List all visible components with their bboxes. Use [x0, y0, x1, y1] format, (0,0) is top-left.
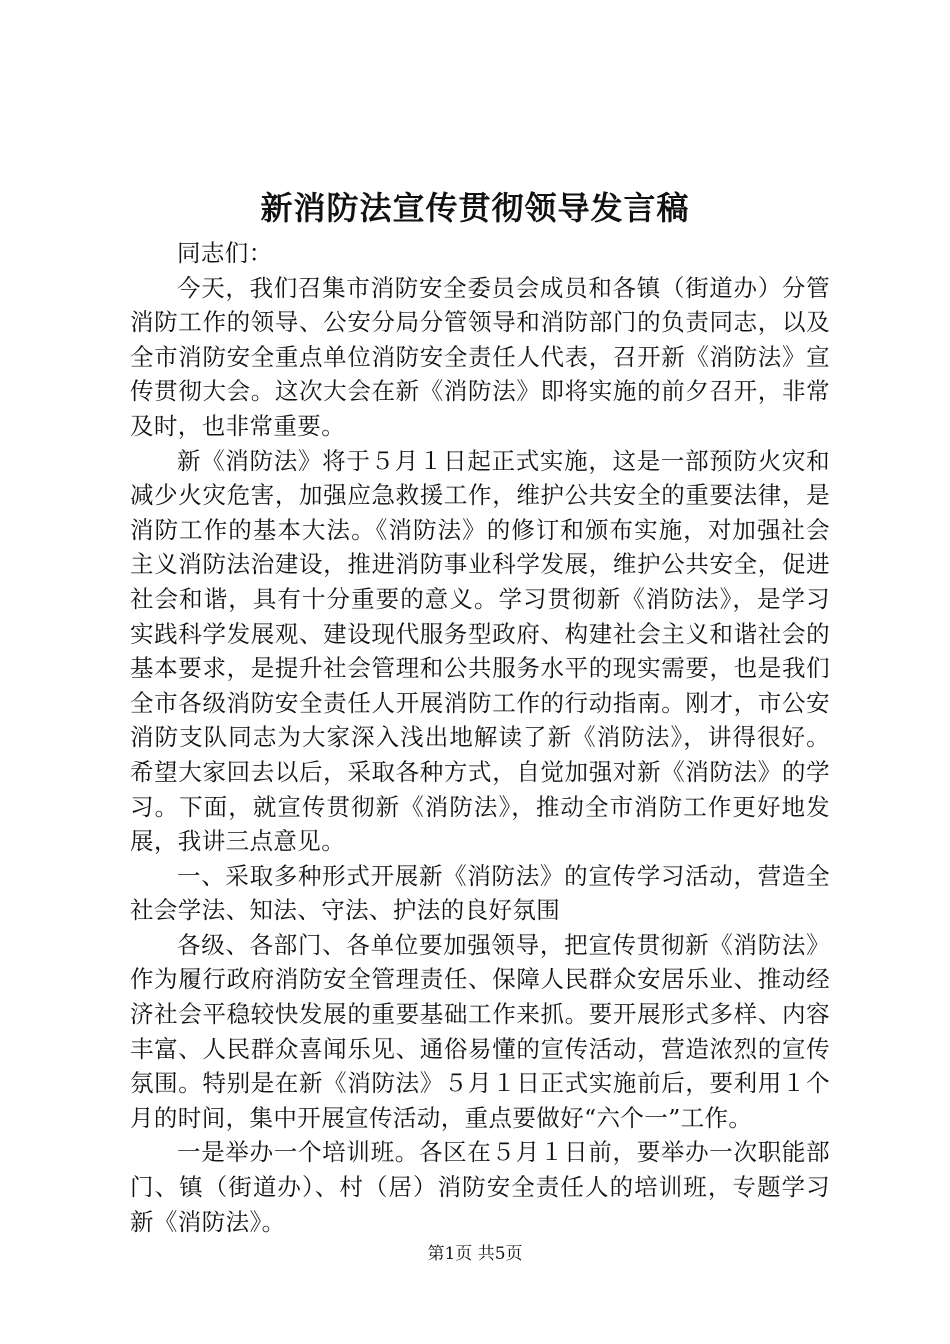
document-body — [130, 236, 830, 1239]
section-heading-1: 一、采取多种形式开展新《消防法》的宣传学习活动，营造全社会学法、知法、守法、护法的良好氛围 — [130, 861, 830, 925]
paragraph-intro: 今天，我们召集市消防安全委员会成员和各镇（街道办）分管消防工作的领导、公安分局分管领导和消防部门的负责同志，以及全市消防安全重点单位消防安全责任人代表，召开新《消防法》宣传贯彻大会。这次大会在新《消防法》即将实施的前夕召开，非常及时，也非常重要。 — [130, 273, 830, 440]
salutation: 同志们： — [177, 239, 273, 267]
paragraph-item-1: 一是举办一个培训班。各区在５月１日前，要举办一次职能部门、镇（街道办）、村（居）消防安全责任人的培训班，专题学习新《消防法》。 — [130, 1138, 830, 1236]
paragraph-section-1: 各级、各部门、各单位要加强领导，把宣传贯彻新《消防法》作为履行政府消防安全管理责任、保障人民群众安居乐业、推动经济社会平稳较快发展的重要基础工作来抓。要开展形式多样、内容丰富、人民群众喜闻乐见、通俗易懂的宣传活动，营造浓烈的宣传氛围。特别是在新《消防法》５月１日正式实施前后，要利用１个月的时间，集中开展宣传活动，重点要做好“六个一”工作。 — [130, 930, 830, 1132]
page-footer: 第1页 共5页 — [427, 1244, 523, 1264]
paragraph-significance: 新《消防法》将于５月１日起正式实施，这是一部预防火灾和减少火灾危害，加强应急救援工作，维护公共安全的重要法律，是消防工作的基本大法。《消防法》的修订和颁布实施，对加强社会主义消防法治建设，推进消防事业科学发展，维护公共安全，促进社会和谐，具有十分重要的意义。学习贯彻新《消防法》，是学习实践科学发展观、建设现代服务型政府、构建社会主义和谐社会的基本要求，是提升社会管理和公共服务水平的现实需要，也是我们全市各级消防安全责任人开展消防工作的行动指南。刚才，市公安消防支队同志为大家深入浅出地解读了新《消防法》，讲得很好。希望大家回去以后，采取各种方式，自觉加强对新《消防法》的学习。下面，就宣传贯彻新《消防法》，推动全市消防工作更好地发展，我讲三点意见。 — [130, 446, 830, 856]
document-title: 新消防法宣传贯彻领导发言稿 — [260, 189, 690, 227]
